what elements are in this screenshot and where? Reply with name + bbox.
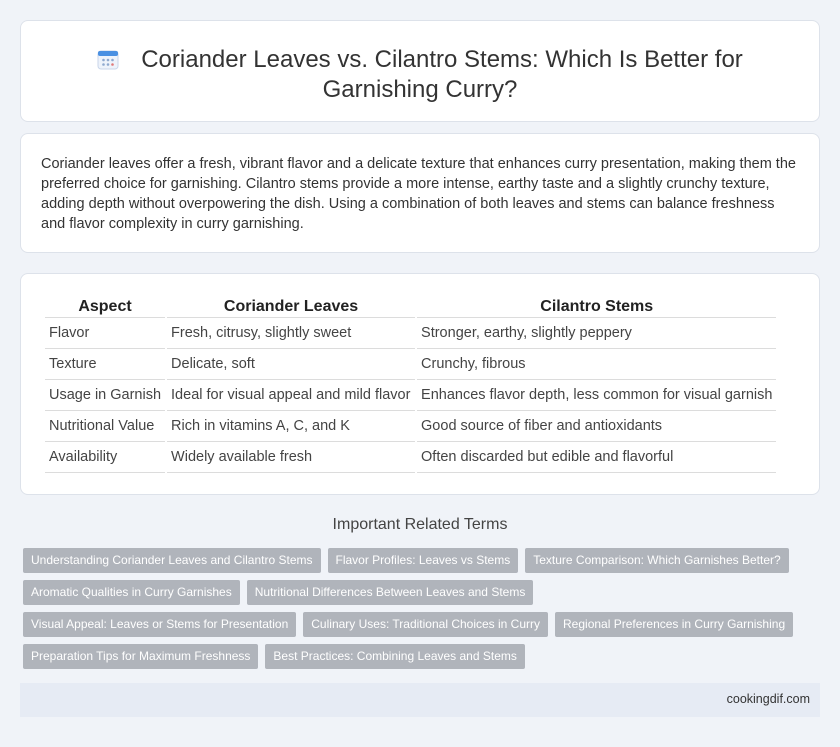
table-cell: Usage in Garnish (45, 380, 165, 411)
header-coriander-leaves: Coriander Leaves (167, 296, 415, 318)
summary-card (20, 133, 820, 253)
related-term-tag[interactable]: Preparation Tips for Maximum Freshness (23, 644, 258, 669)
related-terms-heading: Important Related Terms (332, 516, 508, 533)
comparison-table (43, 296, 778, 473)
related-term-tag[interactable]: Understanding Coriander Leaves and Cilantro Stems (23, 548, 321, 573)
table-cell: Delicate, soft (167, 349, 415, 380)
header-cilantro-stems: Cilantro Stems (417, 296, 776, 318)
table-cell: Nutritional Value (45, 411, 165, 442)
table-cell: Widely available fresh (167, 442, 415, 473)
table-row (45, 380, 776, 411)
table-cell: Texture (45, 349, 165, 380)
table-cell: Good source of fiber and antioxidants (417, 411, 776, 442)
title-card (20, 20, 820, 122)
footer (20, 683, 820, 717)
table-cell: Crunchy, fibrous (417, 349, 776, 380)
related-term-tag[interactable]: Culinary Uses: Traditional Choices in Curry (303, 612, 548, 637)
table-cell: Stronger, earthy, slightly peppery (417, 318, 776, 349)
related-term-tag[interactable]: Nutritional Differences Between Leaves and Stems (247, 580, 534, 605)
related-term-tag[interactable]: Regional Preferences in Curry Garnishing (555, 612, 793, 637)
page-title (21, 45, 819, 105)
table-cell: Flavor (45, 318, 165, 349)
title-line-2: Garnishing Curry? (322, 76, 518, 103)
related-term-tag[interactable]: Flavor Profiles: Leaves vs Stems (328, 548, 519, 573)
table-cell: Rich in vitamins A, C, and K (167, 411, 415, 442)
table-cell: Availability (45, 442, 165, 473)
table-header-row (45, 296, 776, 318)
comparison-card (20, 273, 820, 495)
table-cell: Ideal for visual appeal and mild flavor (167, 380, 415, 411)
related-term-tag[interactable]: Best Practices: Combining Leaves and Stems (265, 644, 524, 669)
table-cell: Fresh, citrusy, slightly sweet (167, 318, 415, 349)
footer-site-link[interactable]: cookingdif.com (726, 692, 810, 706)
header-aspect: Aspect (45, 296, 165, 318)
related-term-tag[interactable]: Texture Comparison: Which Garnishes Better? (525, 548, 788, 573)
related-term-tag[interactable]: Aromatic Qualities in Curry Garnishes (23, 580, 240, 605)
table-cell: Enhances flavor depth, less common for visual garnish (417, 380, 776, 411)
table-row (45, 349, 776, 380)
table-row (45, 411, 776, 442)
table-row (45, 318, 776, 349)
table-row (45, 442, 776, 473)
summary-text: Coriander leaves offer a fresh, vibrant flavor and a delicate texture that enhances curry presentation, making them the preferred choice for garnishing. Cilantro stems provide a more intense, earthy taste and a slightly crunchy texture, adding depth without overpowering the dish. Using a combination of both leaves and stems can balance freshness and flavor complexity in curry garnishing. (41, 156, 796, 232)
title-line-1: Coriander Leaves vs. Cilantro Stems: Which Is Better for (141, 46, 743, 73)
calendar-icon (97, 48, 119, 70)
table-cell: Often discarded but edible and flavorful (417, 442, 776, 473)
related-term-tag[interactable]: Visual Appeal: Leaves or Stems for Presentation (23, 612, 296, 637)
related-terms-tags (23, 548, 813, 676)
